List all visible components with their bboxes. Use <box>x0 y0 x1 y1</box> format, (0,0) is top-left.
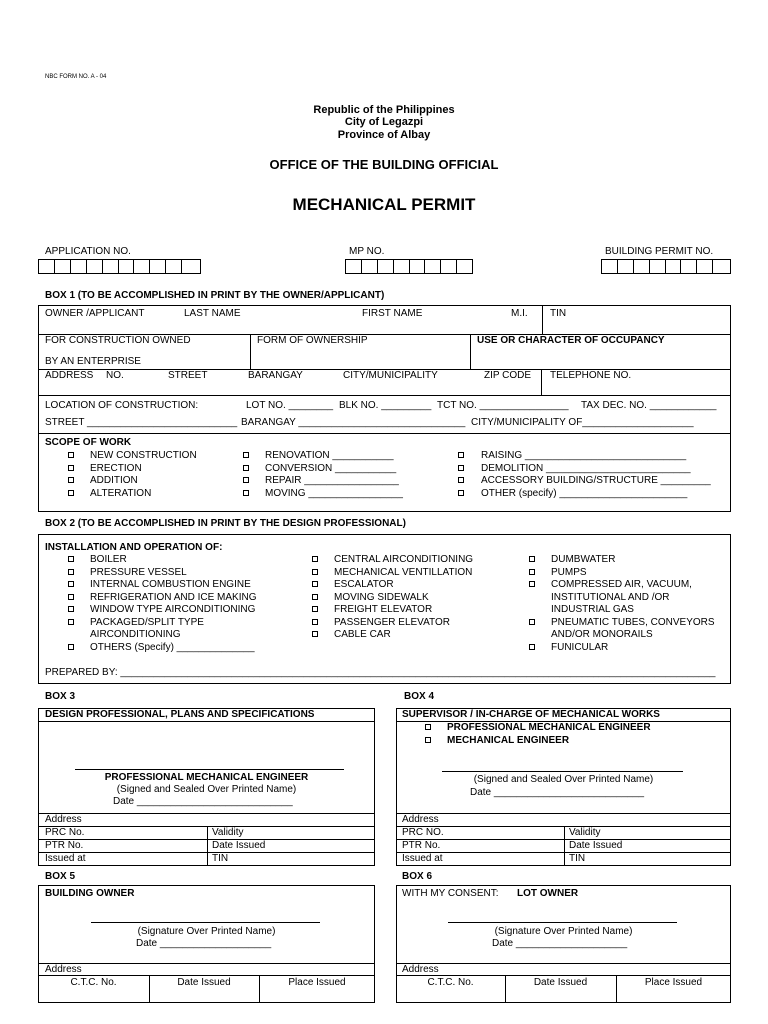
install-item: PRESSURE VESSEL <box>90 567 187 578</box>
city-field[interactable]: CITY/MUNICIPALITY OF____________________ <box>471 417 694 428</box>
install-item: INTERNAL COMBUSTION ENGINE <box>90 579 251 590</box>
box4-signed-label: (Signed and Sealed Over Printed Name) <box>473 774 654 785</box>
box6-date-issued-label: Date Issued <box>533 977 588 988</box>
scope-item: MOVING _________________ <box>265 488 403 499</box>
prepared-by-field[interactable]: PREPARED BY: ___________________________________________________________________________________________________________ <box>45 667 716 678</box>
scope-item: CONVERSION ___________ <box>265 463 397 474</box>
office-title: OFFICE OF THE BUILDING OFFICIAL <box>269 157 499 172</box>
checkbox-conversion[interactable] <box>243 465 251 473</box>
install-item: FUNICULAR <box>551 642 609 653</box>
checkbox-refrigeration[interactable] <box>68 594 76 602</box>
checkbox-ventilation[interactable] <box>312 569 320 577</box>
scope-item: RENOVATION ___________ <box>265 450 394 461</box>
box4-date-issued-label: Date Issued <box>569 840 623 851</box>
street-field[interactable]: STREET ___________________________ <box>45 417 238 428</box>
checkbox-raising[interactable] <box>458 452 466 460</box>
checkbox-window-aircon[interactable] <box>68 606 76 614</box>
install-item-cont: AND/OR MONORAILS <box>551 629 653 640</box>
form-of-ownership-label: FORM OF OWNERSHIP <box>257 335 368 346</box>
box5-ctc-label: C.T.C. No. <box>70 977 117 988</box>
checkbox-pneumatic[interactable] <box>529 619 537 627</box>
box4-label: BOX 4 <box>404 691 435 702</box>
box4-address-label: Address <box>402 814 439 825</box>
box6-address-label: Address <box>402 964 439 975</box>
box6-lot-owner-label: LOT OWNER <box>517 888 579 899</box>
checkbox-demolition[interactable] <box>458 465 466 473</box>
address-label: ADDRESS <box>45 370 94 381</box>
box6-consent-label: WITH MY CONSENT: <box>402 888 499 899</box>
scope-item: RAISING _____________________________ <box>481 450 687 461</box>
header-republic: Republic of the Philippines <box>313 104 455 116</box>
box6-date-field[interactable]: Date ____________________ <box>492 938 628 949</box>
box6-signature-label: (Signature Over Printed Name) <box>494 926 633 937</box>
form-number: NBC FORM NO. A - 04 <box>45 74 107 80</box>
tax-dec-field[interactable]: TAX DEC. NO. ____________ <box>581 400 717 411</box>
install-item-cont: INDUSTRIAL GAS <box>551 604 634 615</box>
tin-label: TIN <box>550 308 567 319</box>
box3-date-issued-label: Date Issued <box>212 840 266 851</box>
blk-no-field[interactable]: BLK NO. _________ <box>339 400 432 411</box>
checkbox-freight-elevator[interactable] <box>312 606 320 614</box>
checkbox-escalator[interactable] <box>312 581 320 589</box>
install-item: BOILER <box>90 554 127 565</box>
box6-ctc-label: C.T.C. No. <box>427 977 474 988</box>
install-item: ESCALATOR <box>334 579 394 590</box>
install-item: MECHANICAL VENTILLATION <box>334 567 473 578</box>
scope-item: ALTERATION <box>90 488 152 499</box>
install-item: OTHERS (Specify) ______________ <box>90 642 255 653</box>
install-item: REFRIGERATION AND ICE MAKING <box>90 592 257 603</box>
box3-label: BOX 3 <box>45 691 76 702</box>
install-item: PACKAGED/SPLIT TYPE <box>90 617 204 628</box>
install-item: PNEUMATIC TUBES, CONVEYORS <box>551 617 715 628</box>
box5-date-issued-label: Date Issued <box>177 977 231 988</box>
last-name-label: LAST NAME <box>184 308 241 319</box>
application-no-label: APPLICATION NO. <box>45 246 131 257</box>
scope-item: ADDITION <box>90 475 138 486</box>
box3-validity-label: Validity <box>212 827 244 838</box>
box4-date-field[interactable]: Date ___________________________ <box>470 787 645 798</box>
scope-item: ACCESSORY BUILDING/STRUCTURE _________ <box>481 475 711 486</box>
checkbox-pressure-vessel[interactable] <box>68 569 76 577</box>
building-permit-no-boxes[interactable] <box>601 259 731 274</box>
construction-owned-label: FOR CONSTRUCTION OWNED <box>45 335 191 346</box>
telephone-label: TELEPHONE NO. <box>550 370 632 381</box>
box4-option: PROFESSIONAL MECHANICAL ENGINEER <box>447 722 651 733</box>
barangay-label: BARANGAY <box>248 370 303 381</box>
header-city: City of Legazpi <box>344 116 424 128</box>
scope-item: ERECTION <box>90 463 142 474</box>
lot-no-field[interactable]: LOT NO. ________ <box>246 400 334 411</box>
location-label: LOCATION OF CONSTRUCTION: <box>45 400 199 411</box>
install-item: WINDOW TYPE AIRCONDITIONING <box>90 604 256 615</box>
box2-title: BOX 2 (TO BE ACCOMPLISHED IN PRINT BY THE DESIGN PROFESSIONAL) <box>45 518 406 529</box>
checkbox-repair[interactable] <box>243 477 251 485</box>
install-item-cont: AIRCONDITIONING <box>90 629 181 640</box>
box3-tin-label: TIN <box>212 853 229 864</box>
checkbox-pumps[interactable] <box>529 569 537 577</box>
box3-engineer-label: PROFESSIONAL MECHANICAL ENGINEER <box>104 772 309 783</box>
first-name-label: FIRST NAME <box>362 308 423 319</box>
box6-label: BOX 6 <box>402 871 433 882</box>
box5-place-issued-label: Place Issued <box>288 977 346 988</box>
box4-issued-at-label: Issued at <box>402 853 443 864</box>
mp-no-boxes[interactable] <box>345 259 473 274</box>
install-item: COMPRESSED AIR, VACUUM, <box>551 579 692 590</box>
box4-ptr-label: PTR No. <box>402 840 441 851</box>
application-no-boxes[interactable] <box>38 259 201 274</box>
page-title: MECHANICAL PERMIT <box>292 195 476 214</box>
box4-title: SUPERVISOR / IN-CHARGE OF MECHANICAL WORKS <box>402 709 660 720</box>
box1-title: BOX 1 (TO BE ACCOMPLISHED IN PRINT BY THE OWNER/APPLICANT) <box>45 290 385 301</box>
checkbox-central-aircon[interactable] <box>312 556 320 564</box>
box4-tin-label: TIN <box>569 853 586 864</box>
checkbox-prof-mech-engineer[interactable] <box>425 724 433 732</box>
box4-validity-label: Validity <box>569 827 601 838</box>
use-occupancy-label: USE OR CHARACTER OF OCCUPANCY <box>477 335 665 346</box>
mi-label: M.I. <box>511 308 528 319</box>
tct-no-field[interactable]: TCT NO. ________________ <box>437 400 569 411</box>
checkbox-compressed-air[interactable] <box>529 581 537 589</box>
box3-address-label: Address <box>45 814 82 825</box>
by-enterprise-label: BY AN ENTERPRISE <box>45 356 141 367</box>
box3-date-field[interactable]: Date ____________________________ <box>113 796 293 807</box>
checkbox-moving[interactable] <box>243 490 251 498</box>
box5-signature-label: (Signature Over Printed Name) <box>137 926 276 937</box>
checkbox-accessory[interactable] <box>458 477 466 485</box>
box5-address-label: Address <box>45 964 82 975</box>
install-item: FREIGHT ELEVATOR <box>334 604 433 615</box>
box5-title: BUILDING OWNER <box>45 888 135 899</box>
header-province: Province of Albay <box>337 129 431 141</box>
address-no-label: NO. <box>106 370 124 381</box>
checkbox-addition[interactable] <box>68 477 76 485</box>
scope-item: DEMOLITION __________________________ <box>481 463 691 474</box>
checkbox-erection[interactable] <box>68 465 76 473</box>
scope-item: OTHER (specify) _______________________ <box>481 488 688 499</box>
checkbox-packaged-split[interactable] <box>68 619 76 627</box>
checkbox-dumbwater[interactable] <box>529 556 537 564</box>
scope-item: REPAIR _________________ <box>265 475 399 486</box>
box3-signed-label: (Signed and Sealed Over Printed Name) <box>116 784 297 795</box>
box5-label: BOX 5 <box>45 871 76 882</box>
checkbox-passenger-elevator[interactable] <box>312 619 320 627</box>
checkbox-new-construction[interactable] <box>68 452 76 460</box>
box6-place-issued-label: Place Issued <box>644 977 703 988</box>
install-item: DUMBWATER <box>551 554 616 565</box>
barangay-field[interactable]: BARANGAY ______________________________ <box>241 417 466 428</box>
box3-issued-at-label: Issued at <box>45 853 86 864</box>
owner-label: OWNER /APPLICANT <box>45 308 145 319</box>
checkbox-renovation[interactable] <box>243 452 251 460</box>
checkbox-other[interactable] <box>458 490 466 498</box>
install-item: CENTRAL AIRCONDITIONING <box>334 554 474 565</box>
install-item: PUMPS <box>551 567 587 578</box>
checkbox-moving-sidewalk[interactable] <box>312 594 320 602</box>
box3-prc-label: PRC No. <box>45 827 85 838</box>
box4-prc-label: PRC NO. <box>402 827 444 838</box>
box5-date-field[interactable]: Date ____________________ <box>136 938 272 949</box>
building-permit-no-label: BUILDING PERMIT NO. <box>605 246 714 257</box>
box3-ptr-label: PTR No. <box>45 840 84 851</box>
install-item: CABLE CAR <box>334 629 391 640</box>
install-item: MOVING SIDEWALK <box>334 592 429 603</box>
install-title: INSTALLATION AND OPERATION OF: <box>45 542 223 553</box>
checkbox-alteration[interactable] <box>68 490 76 498</box>
checkbox-boiler[interactable] <box>68 556 76 564</box>
zip-label: ZIP CODE <box>484 370 532 381</box>
city-label: CITY/MUNICIPALITY <box>343 370 438 381</box>
checkbox-funicular[interactable] <box>529 644 537 652</box>
street-label: STREET <box>168 370 208 381</box>
mp-no-label: MP NO. <box>349 246 385 257</box>
checkbox-cable-car[interactable] <box>312 631 320 639</box>
box4-option: MECHANICAL ENGINEER <box>447 735 570 746</box>
checkbox-combustion-engine[interactable] <box>68 581 76 589</box>
scope-item: NEW CONSTRUCTION <box>90 450 197 461</box>
checkbox-mech-engineer[interactable] <box>425 737 433 745</box>
checkbox-others[interactable] <box>68 644 76 652</box>
install-item-cont: INSTITUTIONAL AND /OR <box>551 592 670 603</box>
install-item: PASSENGER ELEVATOR <box>334 617 450 628</box>
scope-title: SCOPE OF WORK <box>45 437 132 448</box>
box3-title: DESIGN PROFESSIONAL, PLANS AND SPECIFICATIONS <box>45 709 315 720</box>
